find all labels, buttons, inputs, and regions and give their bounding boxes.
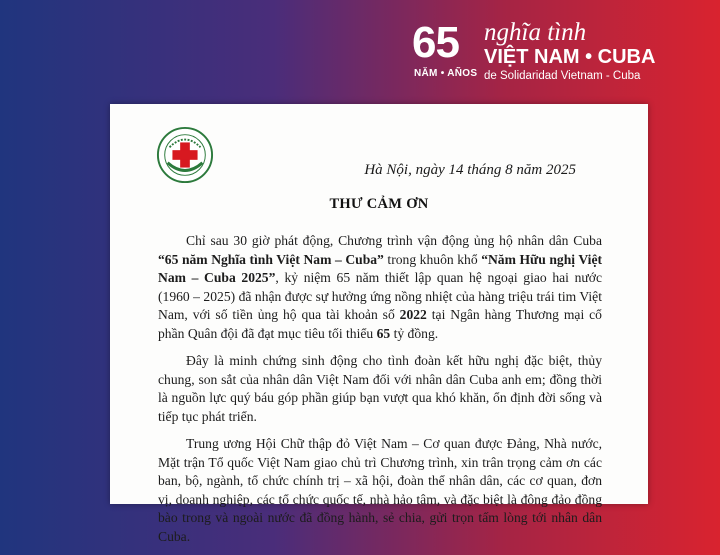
account-number: 2022: [399, 307, 427, 322]
red-cross-emblem-icon: [156, 126, 214, 184]
brand-countries: VIỆT NAM • CUBA: [484, 46, 656, 68]
brand-years: NĂM • AÑOS: [414, 68, 478, 79]
letter-title: THƯ CẢM ƠN: [329, 196, 429, 212]
p1-text: tại Ngân hàng Thương mại cổ phần Quân đội đã đạt mục tiêu tối thiểu: [158, 307, 602, 341]
p1-text: tỷ đồng.: [390, 325, 439, 341]
letter-paper: [110, 104, 648, 544]
brand-script: nghĩa tình: [484, 19, 587, 46]
brand-number: 65: [412, 18, 459, 67]
campaign-brand-logo: [412, 18, 712, 88]
p1-text: Chỉ sau 30 giờ phát động, Chương trình vận động ủng hộ nhân dân Cuba: [186, 233, 602, 248]
p1-text: , kỷ niệm 65 năm thiết lập quan hệ ngoại giao hai nước (1960 – 2025) đã nhận được sự hưởng ứng nồng nhiệt của hàng triệu trái tim Việt Nam, với số tiền ủng hộ qua tài khoản số: [158, 270, 602, 322]
letter-body: [158, 232, 602, 555]
paragraph-2: Đây là minh chứng sinh động cho tình đoàn kết hữu nghị đặc biệt, thủy chung, son sắt của nhân dân Việt Nam đối với nhân dân Cuba anh em; đồng thời là nguồn lực quý báu góp phần giúp bạn vượt qua khó khăn, ổn định đời sống và tiếp tục phát triển.: [158, 353, 602, 424]
year-name: “Năm Hữu nghị Việt Nam – Cuba 2025”: [158, 251, 602, 285]
program-name: “65 năm Nghĩa tình Việt Nam – Cuba”: [158, 251, 384, 267]
brand-spanish: de Solidaridad Vietnam - Cuba: [484, 70, 641, 82]
paragraph-1: [158, 232, 602, 343]
target-amount: 65: [376, 325, 391, 341]
letter-date: Hà Nội, ngày 14 tháng 8 năm 2025: [364, 162, 576, 178]
paragraph-3: Trung ương Hội Chữ thập đỏ Việt Nam – Cơ quan được Đảng, Nhà nước, Mặt trận Tổ quốc Việt Nam giao chủ trì Chương trình, xin trân trọng cảm ơn các ban, bộ, ngành, tổ chức chính trị – xã hội, đoàn thể nhân dân, các cơ quan, đơn vị, doanh nghiệp, các tổ chức quốc tế, nhà hảo tâm, và đặc biệt là đông đảo đồng bào trong và ngoài nước đã đồng hành, sẻ chia, gửi trọn tấm lòng tới nhân dân Cuba.: [158, 436, 602, 544]
p1-text: trong khuôn khổ: [383, 251, 482, 267]
